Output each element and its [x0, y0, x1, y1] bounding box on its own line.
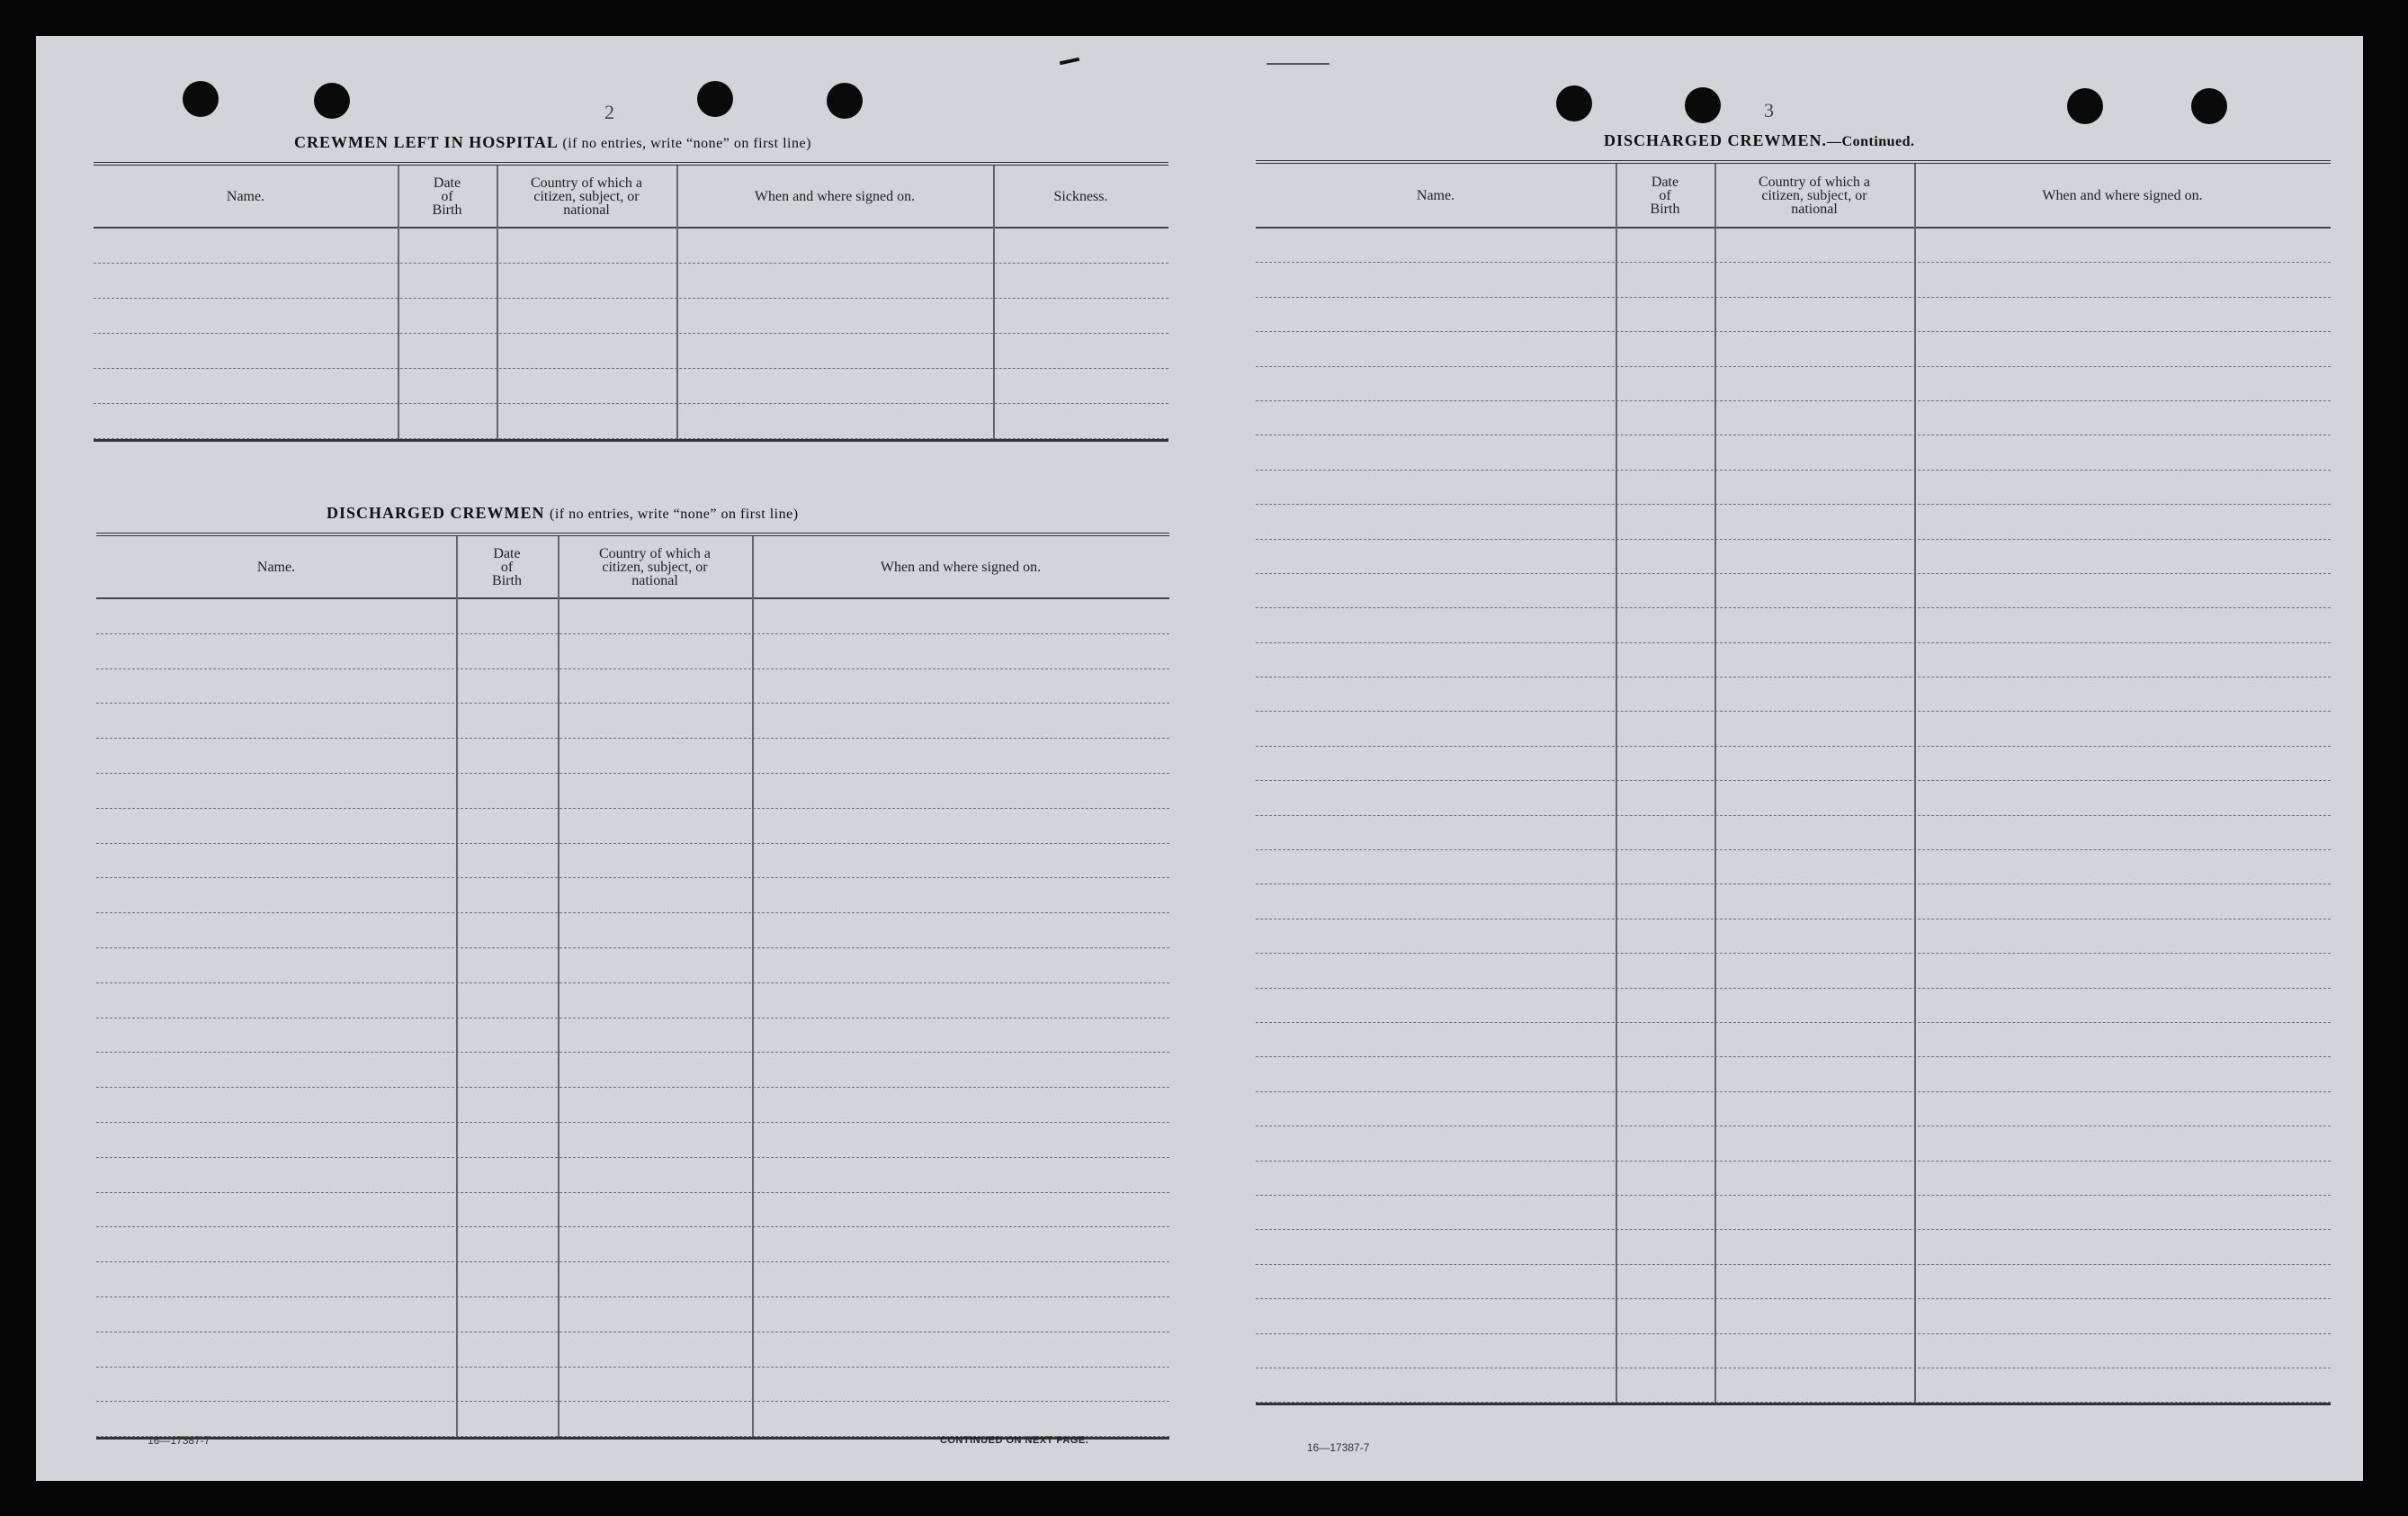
table-row	[96, 809, 1169, 844]
table-row	[96, 1402, 1169, 1437]
table-row	[1256, 1196, 2331, 1230]
header-line: Birth	[1650, 201, 1680, 217]
table-row	[96, 634, 1169, 669]
table-row	[96, 1332, 1169, 1368]
table-row	[96, 983, 1169, 1018]
table-row	[1256, 608, 2331, 642]
table-row	[1256, 540, 2331, 574]
table-row	[1256, 1092, 2331, 1126]
header-line: Date	[1651, 174, 1679, 190]
table-row	[1256, 919, 2331, 954]
column-divider	[1714, 164, 1716, 1403]
hospital-table	[94, 162, 1168, 442]
table-row	[96, 669, 1169, 704]
name-column-header: Name.	[226, 188, 265, 204]
table-row	[96, 599, 1169, 634]
discharged-section-title	[327, 504, 799, 523]
table-row	[96, 913, 1169, 948]
table-row	[1256, 850, 2331, 884]
punch-hole	[1556, 85, 1592, 121]
header-line: national	[631, 572, 678, 588]
table-row	[94, 264, 1168, 299]
signed-on-column-header: When and where signed on.	[2042, 187, 2203, 203]
header-line: Country of which a	[599, 545, 711, 561]
column-divider	[558, 536, 559, 1437]
table-row	[1256, 1368, 2331, 1403]
table-row	[1256, 1265, 2331, 1299]
table-row	[1256, 816, 2331, 850]
punch-hole	[697, 81, 733, 117]
continued-title-text: DISCHARGED CREWMEN.	[1604, 131, 1828, 149]
name-column-header: Name.	[256, 559, 296, 575]
table-row	[94, 299, 1168, 334]
column-divider	[1914, 164, 1916, 1403]
table-row	[94, 229, 1168, 264]
header-line: of	[500, 559, 514, 575]
table-row	[94, 334, 1168, 369]
header-line: Country of which a	[1759, 174, 1870, 190]
column-divider	[752, 536, 754, 1437]
table-row	[1256, 989, 2331, 1023]
header-line: citizen, subject, or	[602, 559, 708, 575]
column-divider	[676, 166, 678, 439]
table-row	[1256, 435, 2331, 470]
table-row	[96, 1193, 1169, 1228]
table-row	[96, 704, 1169, 739]
table-row	[1256, 1057, 2331, 1091]
table-row	[1256, 471, 2331, 505]
date-of-birth-column-header	[456, 536, 558, 597]
header-line: citizen, subject, or	[533, 188, 640, 204]
table-row	[1256, 1334, 2331, 1368]
table-row	[94, 404, 1168, 439]
punch-hole	[2067, 88, 2103, 124]
discharged-continued-rows	[1256, 229, 2331, 1403]
table-row	[1256, 263, 2331, 297]
date-of-birth-column-header	[1616, 164, 1714, 227]
continued-title-note: —Continued.	[1827, 134, 1915, 149]
table-row	[1256, 1023, 2331, 1057]
date-of-birth-column-header	[398, 166, 497, 227]
table-row	[96, 948, 1169, 983]
header-line: Birth	[492, 572, 522, 588]
header-line: Country of which a	[531, 175, 642, 191]
column-divider	[993, 166, 995, 439]
signed-on-column-header: When and where signed on.	[880, 559, 1042, 575]
table-row	[96, 1123, 1169, 1158]
right-page	[1205, 36, 2363, 1481]
table-row	[1256, 643, 2331, 677]
country-column-header	[1714, 164, 1914, 227]
table-row	[96, 739, 1169, 774]
table-row	[1256, 954, 2331, 988]
header-line: Date	[493, 545, 521, 561]
table-row	[96, 1018, 1169, 1054]
table-row	[1256, 1126, 2331, 1161]
punch-hole	[1685, 87, 1721, 123]
header-line: of	[441, 188, 453, 204]
discharged-table-header	[96, 536, 1169, 599]
header-line: national	[1791, 201, 1838, 217]
column-divider	[398, 166, 399, 439]
header-line: Birth	[432, 202, 462, 218]
table-row	[96, 1158, 1169, 1193]
table-row	[1256, 505, 2331, 539]
punch-hole	[2191, 88, 2227, 124]
table-row	[1256, 1162, 2331, 1196]
discharged-continued-table	[1256, 160, 2331, 1405]
hospital-title-text: CREWMEN LEFT IN HOSPITAL	[294, 133, 558, 151]
discharged-table	[96, 533, 1169, 1440]
punch-hole	[827, 83, 863, 119]
table-row	[1256, 229, 2331, 263]
form-code: 16—17387-7	[148, 1434, 210, 1447]
table-row	[96, 1088, 1169, 1123]
scan-speck	[1267, 63, 1329, 65]
discharged-table-rows	[96, 599, 1169, 1437]
country-column-header	[558, 536, 752, 597]
hospital-table-rows	[94, 229, 1168, 439]
header-line: citizen, subject, or	[1761, 187, 1867, 203]
header-line: of	[1659, 187, 1671, 203]
table-row	[1256, 401, 2331, 435]
discharged-title-note: (if no entries, write “none” on first line)	[550, 507, 799, 522]
table-row	[96, 1262, 1169, 1297]
discharged-title-text: DISCHARGED CREWMEN	[327, 504, 545, 522]
table-row	[1256, 574, 2331, 608]
column-divider	[456, 536, 458, 1437]
header-line: Date	[433, 175, 461, 191]
table-row	[96, 878, 1169, 913]
table-row	[96, 1368, 1169, 1403]
signed-on-column-header: When and where signed on.	[754, 188, 916, 204]
form-code: 16—17387-7	[1307, 1441, 1370, 1454]
hospital-section-title	[294, 133, 811, 152]
discharged-continued-header	[1256, 164, 2331, 229]
sickness-column-header: Sickness.	[1053, 188, 1108, 204]
continued-notice: CONTINUED ON NEXT PAGE.	[940, 1435, 1089, 1446]
continued-section-title	[1604, 131, 1915, 150]
table-row	[96, 774, 1169, 809]
table-row	[1256, 781, 2331, 815]
table-row	[1256, 677, 2331, 712]
table-row	[1256, 1299, 2331, 1333]
table-row	[1256, 332, 2331, 366]
country-column-header	[497, 166, 676, 227]
page-number: 3	[1764, 99, 1774, 121]
hospital-table-header	[94, 166, 1168, 229]
name-column-header: Name.	[1416, 187, 1455, 203]
table-row	[1256, 1230, 2331, 1264]
table-row	[96, 1053, 1169, 1088]
column-divider	[1616, 164, 1617, 1403]
table-row	[1256, 712, 2331, 746]
left-page	[36, 36, 1205, 1481]
column-divider	[497, 166, 498, 439]
table-row	[96, 1297, 1169, 1332]
punch-hole	[314, 83, 350, 119]
page-number: 2	[604, 101, 614, 123]
table-row	[1256, 747, 2331, 781]
punch-hole	[183, 81, 219, 117]
table-row	[1256, 367, 2331, 401]
table-row	[94, 369, 1168, 404]
hospital-title-note: (if no entries, write “none” on first line)	[562, 136, 811, 151]
header-line: national	[563, 202, 610, 218]
table-row	[1256, 884, 2331, 919]
table-row	[96, 1227, 1169, 1262]
table-row	[96, 844, 1169, 879]
table-row	[1256, 298, 2331, 332]
